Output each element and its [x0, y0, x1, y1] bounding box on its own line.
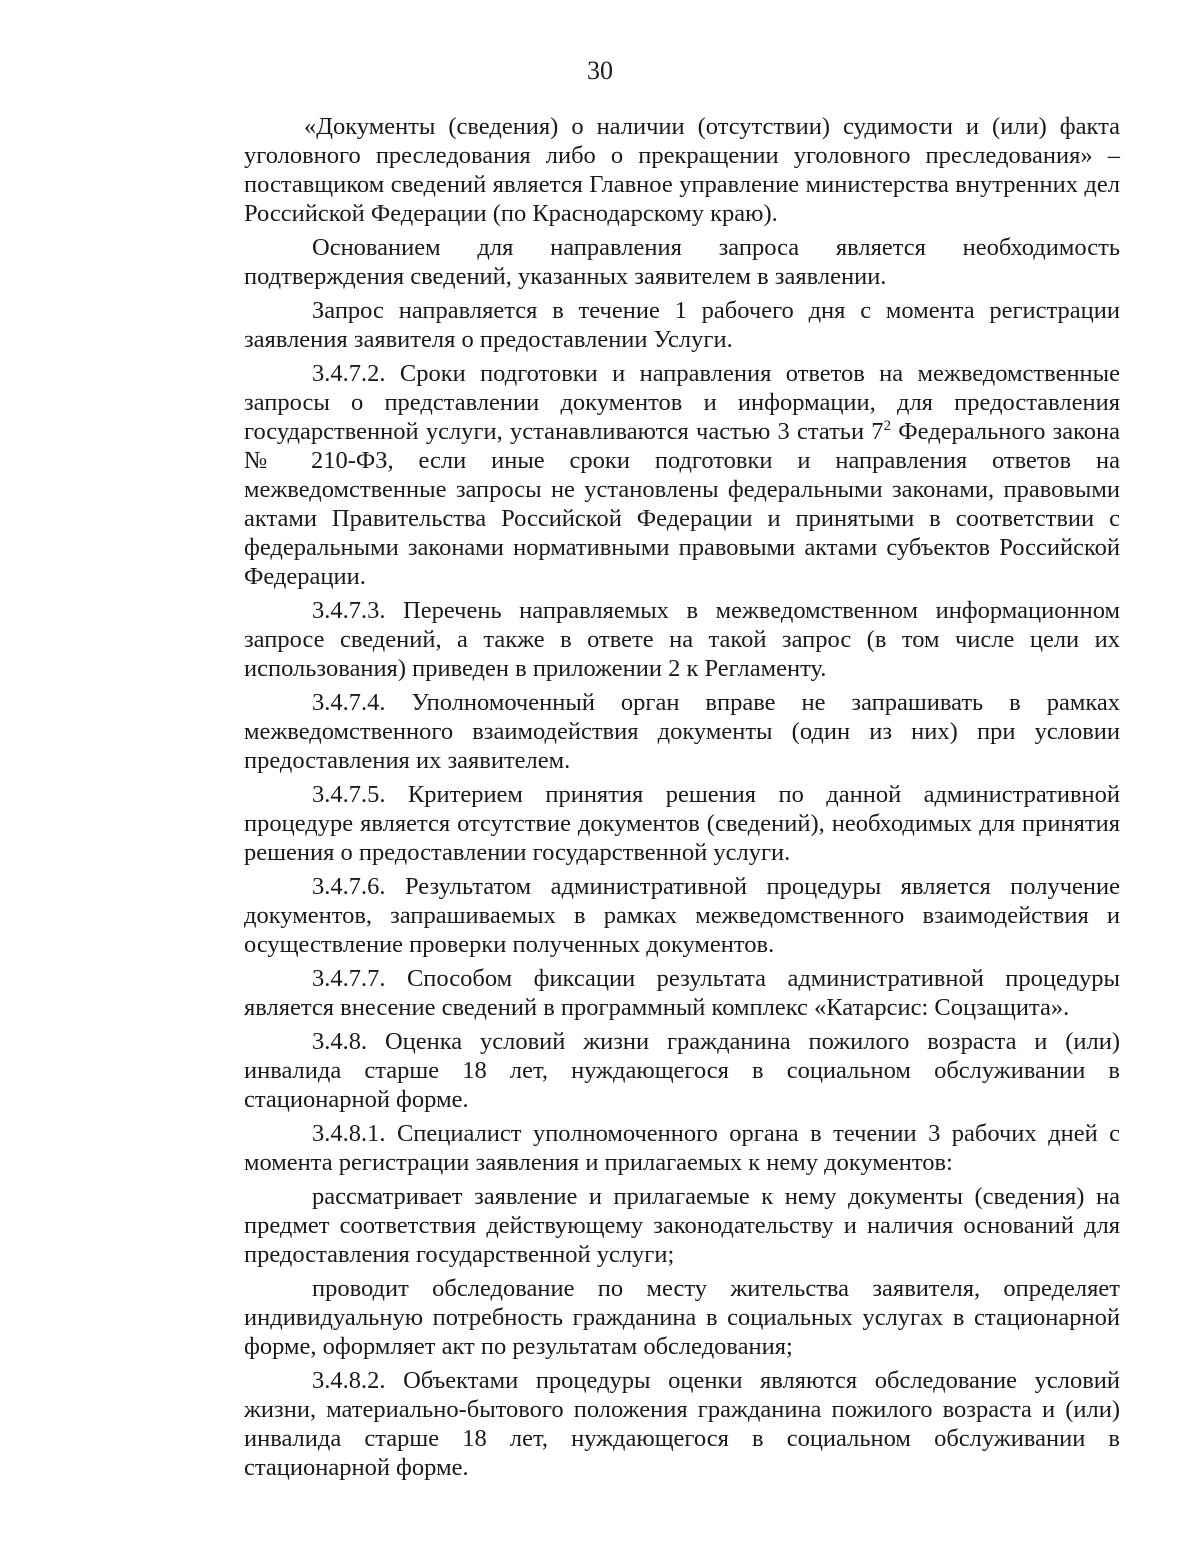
- paragraph-review-application: рассматривает заявление и прилагаемые к нему документы (сведения) на предмет соответствия действующему законодательству и наличия оснований для предоставления государственной услуги;: [244, 1183, 1120, 1268]
- paragraph-3-4-8: 3.4.8. Оценка условий жизни гражданина пожилого возраста и (или) инвалида старше 18 лет, нуждающегося в социальном обслуживании в стационарной форме.: [244, 1028, 1120, 1113]
- document-body: [244, 112, 1120, 1487]
- paragraph-request-basis: Основанием для направления запроса является необходимость подтверждения сведений, указанных заявителем в заявлении.: [244, 234, 1120, 290]
- paragraph-3-4-7-4: 3.4.7.4. Уполномоченный орган вправе не запрашивать в рамках межведомственного взаимодействия документы (один из них) при условии предоставления их заявителем.: [244, 689, 1120, 774]
- paragraph-3-4-7-3: 3.4.7.3. Перечень направляемых в межведомственном информационном запросе сведений, а также в ответе на такой запрос (в том числе цели их использования) приведен в приложении 2 к Регламенту.: [244, 597, 1120, 682]
- paragraph-3-4-7-5: 3.4.7.5. Критерием принятия решения по данной административной процедуре является отсутствие документов (сведений), необходимых для принятия решения о предоставлении государственной услуги.: [244, 781, 1120, 866]
- article-superscript: 2: [883, 417, 892, 434]
- paragraph-3-4-7-2-part-1: 3.4.7.2. Сроки подготовки и направления ответов на межведомственные запросы о представлении документов и информации, для предоставления государственной услуги, устанавливаются частью 3 статьи 7: [244, 360, 1120, 445]
- paragraph-3-4-7-7: 3.4.7.7. Способом фиксации результата административной процедуры является внесение сведений в программный комплекс «Катарсис: Соцзащита».: [244, 965, 1120, 1021]
- paragraph-3-4-7-2: [244, 359, 1120, 591]
- paragraph-3-4-7-2-part-2: Федерального закона № 210-ФЗ, если иные сроки подготовки и направления ответов на межведомственные запросы не установлены федеральными законами, правовыми актами Правительства Российской Федерации и принятыми в соответствии с федеральными законами нормативными правовыми актами субъектов Российской Федерации.: [244, 418, 1121, 590]
- paragraph-3-4-7-6: 3.4.7.6. Результатом административной процедуры является получение документов, запрашиваемых в рамках межведомственного взаимодействия и осуществление проверки полученных документов.: [244, 873, 1120, 958]
- page-number: 30: [587, 56, 613, 85]
- paragraph-conduct-inspection: проводит обследование по месту жительства заявителя, определяет индивидуальную потребность гражданина в социальных услугах в стационарной форме, оформляет акт по результатам обследования;: [244, 1275, 1120, 1360]
- paragraph-3-4-8-2: 3.4.8.2. Объектами процедуры оценки являются обследование условий жизни, материально-бытового положения гражданина пожилого возраста и (или) инвалида старше 18 лет, нуждающегося в социальном обслуживании в стационарной форме.: [244, 1367, 1120, 1481]
- paragraph-3-4-8-1: 3.4.8.1. Специалист уполномоченного органа в течении 3 рабочих дней с момента регистрации заявления и прилагаемых к нему документов:: [244, 1120, 1120, 1176]
- paragraph-request-timing: Запрос направляется в течение 1 рабочего дня с момента регистрации заявления заявителя о предоставлении Услуги.: [244, 297, 1120, 353]
- paragraph-criminal-record-documents: «Документы (сведения) о наличии (отсутствии) судимости и (или) факта уголовного преследования либо о прекращении уголовного преследования» – поставщиком сведений является Главное управление министерства внутренних дел Российской Федерации (по Краснодарскому краю).: [244, 113, 1120, 227]
